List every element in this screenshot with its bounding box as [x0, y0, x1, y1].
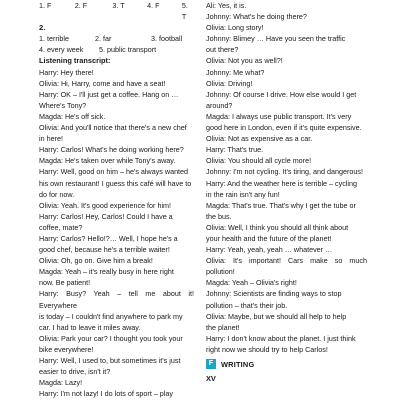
- transcript-line: right now we should try to help Carlos!: [206, 344, 328, 354]
- left-transcript: [39, 67, 194, 400]
- transcript-line: Olivia: You should all cycle more!: [206, 156, 312, 166]
- transcript-line: Harry: That's true.: [206, 145, 264, 155]
- right-column: [206, 0, 367, 383]
- writing-section-header: [206, 359, 367, 369]
- answer-2-5: 5. public transport: [99, 45, 157, 55]
- transcript-line: Where's Tony?: [39, 100, 87, 110]
- transcript-line: Harry: Carlos? Hello!?… Well, I hope he's a: [39, 233, 178, 243]
- transcript-line: the planet!: [206, 322, 240, 332]
- transcript-line: Johnny: What's he doing there?: [206, 12, 307, 22]
- answers-row-1: [39, 0, 194, 22]
- transcript-line: Harry: Well, good on him – he's always wanted: [39, 167, 189, 177]
- transcript-line: Magda: Yeah – it's really busy in here right: [39, 267, 174, 277]
- transcript-line: do for now.: [39, 189, 75, 199]
- transcript-line: Olivia: It's important! Cars make so much pollution!: [206, 256, 367, 277]
- transcript-line: Olivia: Driving!: [206, 78, 253, 88]
- transcript-line: Johnny: Of course I drive. How else would I get: [206, 89, 357, 99]
- transcript-line: Olivia: Yeah. It's good experience for him!: [39, 200, 172, 210]
- transcript-line: is today – I couldn't find anywhere to park my: [39, 311, 183, 321]
- answer-2: 2. F: [74, 1, 88, 10]
- transcript-line: Olivia: Long story!: [206, 23, 264, 33]
- transcript-line: Harry: OK – I'll just get a coffee. Hang on …: [39, 89, 179, 99]
- transcript-line: Harry: Yeah, yeah, yeah … whatever …: [206, 245, 333, 255]
- transcript-line: in the rain isn't any fun!: [206, 189, 280, 199]
- transcript-line: bike everywhere!: [39, 344, 94, 354]
- answer-5: 5. T: [181, 1, 188, 22]
- transcript-line: Harry: I'm not lazy! I do lots of sport – play: [39, 389, 173, 399]
- transcript-line: Olivia: Not as expensive as a car.: [206, 134, 313, 144]
- transcript-line: the bus.: [206, 211, 232, 221]
- transcript-line: Harry: Carlos! Hey, Carlos! Could I have a: [39, 211, 173, 221]
- transcript-line: Magda: Lazy!: [39, 378, 83, 388]
- transcript-line: Harry: I don't know about the planet. I just think: [206, 333, 356, 343]
- transcript-line: Harry: Hey there!: [39, 67, 94, 77]
- transcript-line: Harry: Busy? Yeah – tell me about it! Everywhere: [39, 289, 194, 310]
- transcript-line: out there?: [206, 45, 239, 55]
- transcript-line: Magda: I always use public transport. It's very: [206, 111, 352, 121]
- transcript-line: Olivia: Maybe, but we should all help to help: [206, 311, 347, 321]
- transcript-line: your health and the future of the planet!: [206, 233, 332, 243]
- transcript-line: good chef, because he's a terrible waiter!: [39, 245, 170, 255]
- transcript-line: Johnny: Scientists are finding ways to stop: [206, 289, 342, 299]
- transcript-line: Johnny: Me what?: [206, 67, 265, 77]
- answer-2-4: 4. every week: [39, 45, 84, 55]
- transcript-line: Olivia: Park your car? I thought you took your: [39, 333, 183, 343]
- transcript-line: Johnny: Blimey … Have you seen the traffic: [206, 34, 346, 44]
- transcript-line: Olivia: Oh, go on. Give him a break!: [39, 256, 153, 266]
- transcript-line: Olivia: And you'll notice that there's a new chef: [39, 123, 187, 133]
- transcript-line: Harry: Well, I used to, but sometimes it's just: [39, 356, 181, 365]
- transcript-line: coffee, mate?: [39, 222, 83, 232]
- left-column: [39, 0, 194, 399]
- transcript-line: Olivia: Not you as well?!: [206, 56, 283, 66]
- transcript-line: now. Be patient!: [39, 278, 91, 288]
- answer-2-1: 1. terrible: [39, 34, 69, 44]
- answer-2-2: 2. far: [95, 34, 112, 44]
- transcript-line: good here in London, even if it's quite expensive.: [206, 123, 362, 133]
- section-badge: F: [206, 359, 216, 369]
- transcript-line: easier to drive, isn't it?: [39, 367, 111, 377]
- transcript-heading: Listening transcript:: [39, 56, 111, 66]
- transcript-line: pollution – that's their job.: [206, 300, 288, 310]
- transcript-line: Ali: Yes, it is.: [206, 1, 247, 10]
- right-transcript: [206, 0, 367, 355]
- transcript-line: Olivia: Well, I think you should all think about: [206, 222, 349, 232]
- answers-row-2: [39, 33, 194, 44]
- transcript-line: car. I had to leave it miles away.: [39, 322, 141, 332]
- transcript-line: in here!: [39, 134, 63, 144]
- transcript-line: Magda: Yeah – Olivia's right!: [206, 278, 297, 288]
- transcript-line: around?: [206, 100, 233, 110]
- next-exercise-heading: XV: [206, 374, 216, 383]
- answer-3: 3. T: [112, 1, 125, 10]
- transcript-line: Magda: He's off sick.: [39, 111, 106, 121]
- transcript-line: Olivia: Hi, Harry, come and have a seat!: [39, 78, 166, 88]
- answers-row-3: [39, 44, 194, 55]
- answer-1: 1. F: [39, 1, 52, 10]
- transcript-line: Harry: Carlos! What's he doing working here?: [39, 145, 184, 155]
- transcript-line: his own restaurant! I guess this café will have to: [39, 178, 192, 188]
- transcript-line: Magda: He's taken over while Tony's away.: [39, 156, 176, 166]
- section-title: WRITING: [221, 359, 255, 369]
- exercise-number: 2.: [39, 23, 46, 33]
- transcript-line: Magda: That's true. That's why I get the tube or: [206, 200, 356, 210]
- transcript-line: Harry: And the weather here is terrible – cycling: [206, 178, 358, 188]
- answer-4: 4. F: [147, 1, 160, 10]
- transcript-line: Johnny: I'm not cycling. It's tiring, and dangerous!: [206, 167, 363, 177]
- answer-2-3: 3. football: [151, 34, 183, 44]
